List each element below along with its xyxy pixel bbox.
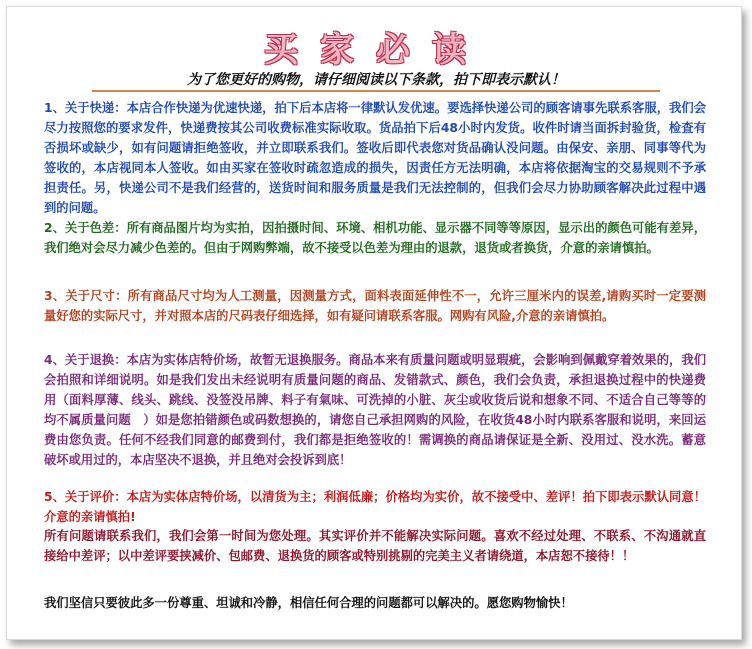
contact-notice-paragraph: 所有问题请联系我们，我们会第一时间为您处理。其实评价并不能解决实际问题。喜欢不经过处理、不联系、不沟通就直接给中差评；以中差评要挟减价、包邮费、退换货的顾客或特别挑剔的完美主义者请绕道，本店恕不接待！！ xyxy=(44,529,706,563)
express-policy-paragraph: 1、关于快递：本店合作快递为优速快递，拍下后本店将一律默认发优速。要选择快递公司的顾客请事先联系客服，我们会尽力按照您的要求发件，快递费按其公司收费标准实际收取。货品拍下后48小时内发货。收件时请当面拆封验货，检查有否损坏或缺少，如有问题请拒绝签收，并立即联系我们。签收后即代表您对货品确认没问题。由保安、亲朋、同事等代为签收的，本店视同本人签收。如由买家在签收时疏忽造成的损失，因责任方无法明确，本店将依据淘宝的交易规则不予承担责任。另，快递公司不是我们经营的，送货时间和服务质量是我们无法控制的，但我们会尽力协助顾客解决此过程中遇到的问题。 xyxy=(44,101,706,215)
return-exchange-paragraph: 4、关于退换：本店为实体店特价场，故暂无退换服务。商品本来有质量问题或明显瑕疵，会影响到佩戴穿着效果的，我们会拍照和详细说明。如是我们发出未经说明有质量问题的商品、发错款式、颜色，我们会负责，承担退换过程中的快递费用（面料厚薄、线头、跳线、没签没吊牌、料子有氣味、可洗掉的小脏、灰尘或收货后说和想象不同、不适合自己等等的均不属质量问题 ）如是您拍错颜色或码数想换的，请您自己承担网购的风险，在收货48小时内联系客服和说明，来回运费由您负责。任何不经我们同意的邮费到付，我们都是拒绝签收的！需调换的商品请保证是全新、没用过、没水洗。蓄意破坏或用过的，本店坚决不退换，并且绝对会投诉到底！ xyxy=(44,353,706,467)
size-policy-paragraph: 3、关于尺寸：所有商品尺寸均为人工测量，因测量方式，面料表面延伸性不一，允许三厘米内的误差,请购买时一定要测量好您的实际尺寸，并对照本店的尺码表仔细选择，如有疑问请联系客服。网购有风险,介意的亲请慎拍。 xyxy=(44,289,706,323)
subtitle-underline xyxy=(92,90,660,92)
color-difference-paragraph: 2、关于色差：所有商品图片均为实拍，因拍摄时间、环境、相机功能、显示器不同等等原因，显示出的颜色可能有差异，我们绝对会尽力减少色差的。但由于网购弊端，故不接受以色差为理由的退款，退货或者换货，介意的亲请慎拍。 xyxy=(44,221,706,255)
review-policy-paragraph: 5、关于评价：本店为实体店特价场，以清货为主；利润低廉；价格均为实价，故不接受中、差评！拍下即表示默认同意！介意的亲请慎拍! xyxy=(44,490,706,524)
page-subtitle: 为了您更好的购物，请仔细阅读以下条款，拍下即表示默认！ xyxy=(187,72,565,88)
page-title: 买家必读 xyxy=(264,30,488,70)
closing-message: 我们坚信只要彼此多一份尊重、坦诚和冷静，相信任何合理的问题都可以解决的。愿您购物愉快！ xyxy=(44,596,573,610)
